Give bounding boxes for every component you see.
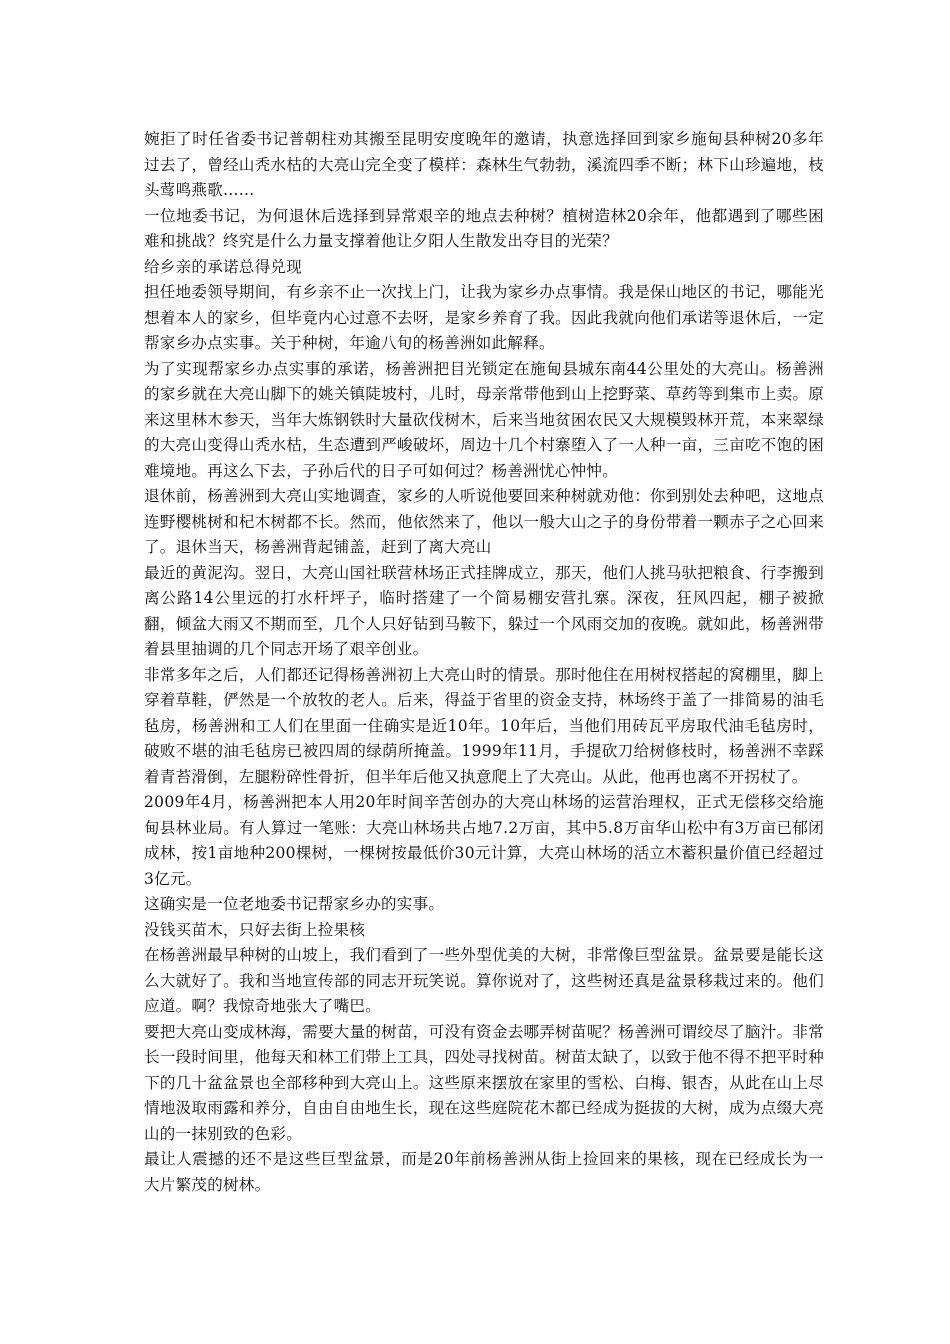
paragraph: 2009年4月，杨善洲把本人用20年时间辛苦创办的大亮山林场的运营治理权，正式无偿移交给施甸县林业局。有人算过一笔账：大亮山林场共占地7.2万亩，其中5.8万亩华山松中有3万亩已郁闭成林，按1亩地种200棵树，一棵树按最低价30元计算，大亮山林场的活立木蓄积量价值已经超过3亿元。	[144, 793, 824, 888]
document-body	[144, 127, 824, 1198]
paragraph: 为了实现帮家乡办点实事的承诺，杨善洲把目光锁定在施甸县城东南44公里处的大亮山。杨善洲的家乡就在大亮山脚下的姚关镇陡坡村，儿时，母亲常带他到山上挖野菜、草药等到集市上卖。原来这里林木参天，当年大炼钢铁时大量砍伐树木，后来当地贫困农民又大规模毁林开荒，本来翠绿的大亮山变得山秃水枯，生态遭到严峻破坏，周边十几个村寨堕入了一人种一亩，三亩吃不饱的困难境地。再这么下去，子孙后代的日子可如何过？杨善洲忧心忡忡。	[144, 359, 824, 480]
paragraph: 担任地委领导期间，有乡亲不止一次找上门，让我为家乡办点事情。我是保山地区的书记，哪能光想着本人的家乡，但毕竟内心过意不去呀，是家乡养育了我。因此我就向他们承诺等退休后，一定帮家乡办点实事。关于种树，年逾八旬的杨善洲如此解释。	[144, 283, 824, 352]
paragraph: 在杨善洲最早种树的山坡上，我们看到了一些外型优美的大树，非常像巨型盆景。盆景要是能长这么大就好了。我和当地宣传部的同志开玩笑说。算你说对了，这些树还真是盆景移栽过来的。他们应道。啊？我惊奇地张大了嘴巴。	[144, 946, 824, 1015]
paragraph: 一位地委书记，为何退休后选择到异常艰辛的地点去种树？植树造林20余年，他都遇到了哪些困难和挑战？终究是什么力量支撑着他让夕阳人生散发出夺目的光荣？	[144, 206, 824, 250]
paragraph: 退休前，杨善洲到大亮山实地调查，家乡的人听说他要回来种树就劝他：你到别处去种吧，这地点连野樱桃树和杞木树都不长。然而，他依然来了，他以一般大山之子的身份带着一颗赤子之心回来了。退休当天，杨善洲背起铺盖，赶到了离大亮山	[144, 487, 824, 556]
paragraph: 婉拒了时任省委书记普朝柱劝其搬至昆明安度晚年的邀请，执意选择回到家乡施甸县种树20多年过去了，曾经山秃水枯的大亮山完全变了模样：森林生气勃勃，溪流四季不断；林下山珍遍地，枝头莺鸣燕歌……	[144, 130, 824, 199]
paragraph: 最近的黄泥沟。翌日，大亮山国社联营林场正式挂牌成立，那天，他们人挑马驮把粮食、行李搬到离公路14公里远的打水杆坪子，临时搭建了一个简易棚安营扎寨。深夜，狂风四起，棚子被掀翻，倾盆大雨又不期而至，几个人只好钻到马鞍下，躲过一个风雨交加的夜晚。就如此，杨善洲带着县里抽调的几个同志开场了艰辛创业。	[144, 563, 824, 658]
section-heading: 给乡亲的承诺总得兑现	[144, 257, 303, 276]
paragraph: 这确实是一位老地委书记帮家乡办的实事。	[144, 895, 445, 913]
section-heading: 没钱买苗木，只好去街上捡果核	[144, 920, 366, 939]
paragraph: 要把大亮山变成林海，需要大量的树苗，可没有资金去哪弄树苗呢？杨善洲可谓绞尽了脑汁。非常长一段时间里，他每天和林工们带上工具，四处寻找树苗。树苗太缺了，以致于他不得不把平时种下的几十盆盆景也全部移种到大亮山上。这些原来摆放在家里的雪松、白梅、银杏，从此在山上尽情地汲取雨露和养分，自由自由地生长，现在这些庭院花木都已经成为挺拔的大树，成为点缀大亮山的一抹别致的色彩。	[144, 1022, 824, 1143]
paragraph: 非常多年之后，人们都还记得杨善洲初上大亮山时的情景。那时他住在用树杈搭起的窝棚里，脚上穿着草鞋，俨然是一个放牧的老人。后来，得益于省里的资金支持，林场终于盖了一排简易的油毛毡房，杨善洲和工人们在里面一住确实是近10年。10年后，当他们用砖瓦平房取代油毛毡房时，破败不堪的油毛毡房已被四周的绿荫所掩盖。1999年11月，手提砍刀给树修枝时，杨善洲不幸踩着青苔滑倒，左腿粉碎性骨折，但半年后他又执意爬上了大亮山。从此，他再也离不开拐杖了。	[144, 665, 824, 786]
paragraph: 最让人震撼的还不是这些巨型盆景，而是20年前杨善洲从街上捡回来的果核，现在已经成长为一大片繁茂的树林。	[144, 1150, 824, 1194]
